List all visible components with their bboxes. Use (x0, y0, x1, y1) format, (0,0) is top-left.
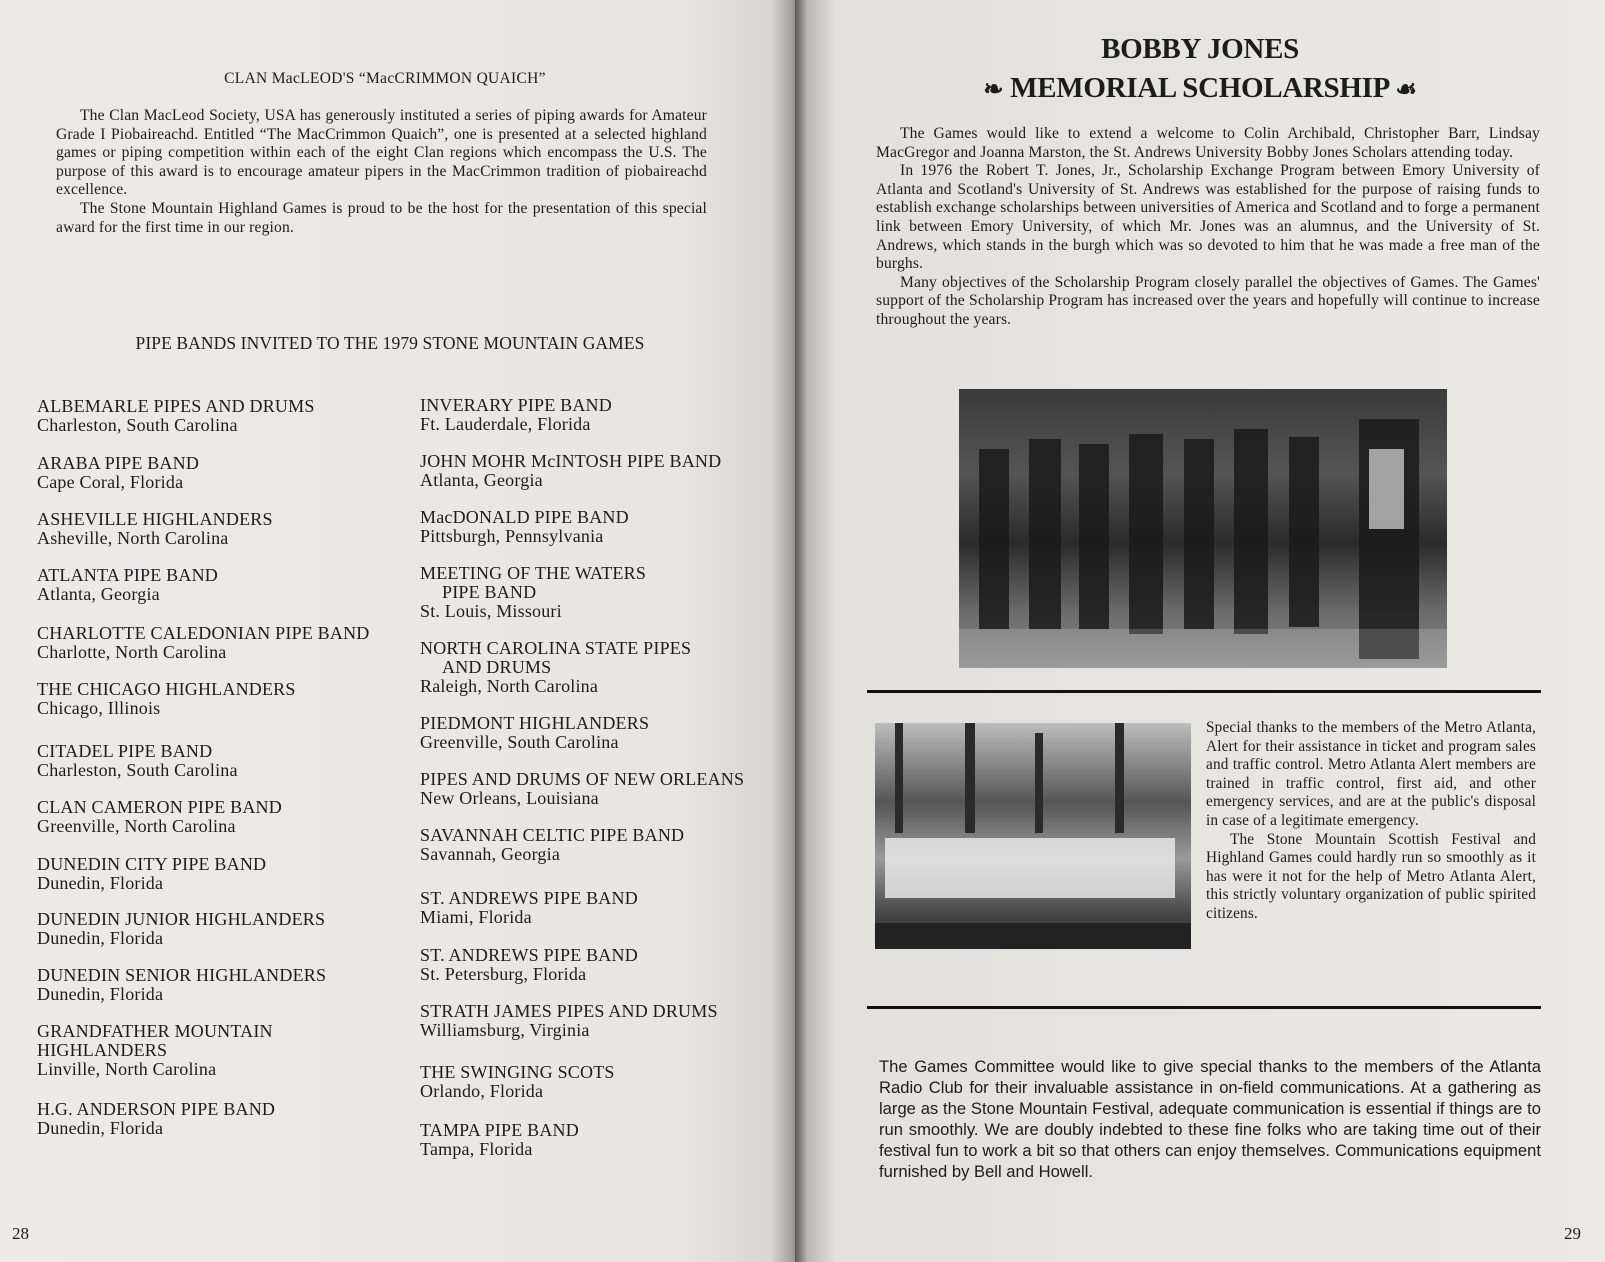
band-entry (37, 855, 266, 893)
band-name (420, 714, 649, 733)
band-name-line: AND DRUMS (442, 657, 552, 677)
band-name-line: DUNEDIN CITY PIPE BAND (37, 854, 267, 874)
band-name (420, 639, 691, 677)
band-entry (420, 1063, 615, 1101)
band-location: Orlando, Florida (420, 1081, 544, 1101)
band-location: Chicago, Illinois (37, 698, 161, 718)
paragraph: The Clan MacLeod Society, USA has generously instituted a series of piping awards for Amateur Grade I Piobaireachd. Entitled “The MacCrimmon Quaich”, one is presented at a selected highland games or piping competition within each of the eight Clan regions which encompass the U.S. The purpose of this award is to encourage amateur pipers in the MacCrimmon tradition of piobaireachd excellence. (56, 107, 707, 199)
title-text: MEMORIAL SCHOLARSHIP (1010, 72, 1389, 104)
band-name (420, 889, 638, 908)
scholarship-text (876, 125, 1540, 330)
band-location: Ft. Lauderdale, Florida (420, 414, 591, 434)
band-name (37, 624, 370, 643)
band-name-line: ST. ANDREWS PIPE BAND (420, 945, 638, 965)
marching-pipers-image (959, 389, 1447, 668)
band-name-line: HIGHLANDERS (37, 1040, 168, 1060)
paragraph: The Games would like to extend a welcome to Colin Archibald, Christopher Barr, Lindsay MacGregor and Joanna Marston, the St. Andrews University Bobby Jones Scholars attending today. (876, 125, 1540, 161)
band-name-line: CITADEL PIPE BAND (37, 741, 213, 761)
quaich-heading: CLAN MacLEOD'S “MacCRIMMON QUAICH” (224, 70, 546, 87)
band-name-line: INVERARY PIPE BAND (420, 395, 612, 415)
band-name-line: NORTH CAROLINA STATE PIPES (420, 638, 692, 658)
band-entry (37, 566, 218, 604)
band-location: Tampa, Florida (420, 1139, 533, 1159)
metro-atlanta-alert-photo (875, 723, 1191, 949)
thistle-ornament-icon: ❧ (983, 77, 1004, 103)
band-name (37, 680, 296, 699)
band-name (420, 1063, 615, 1082)
band-name-line: JOHN MOHR McINTOSH PIPE BAND (420, 451, 722, 471)
quaich-text (56, 107, 707, 237)
group-photo-image (875, 723, 1191, 949)
band-entry (37, 1100, 275, 1138)
band-name-line: H.G. ANDERSON PIPE BAND (37, 1099, 276, 1119)
band-name-line: DUNEDIN SENIOR HIGHLANDERS (37, 965, 327, 985)
band-entry (37, 742, 238, 780)
band-entry (37, 910, 325, 948)
left-page (0, 0, 795, 1262)
band-entry (420, 639, 691, 696)
paragraph: Many objectives of the Scholarship Program closely parallel the objectives of Games. The Games' support of the Scholarship Program has increased over the years and hopefully will continue to increase throughout the years. (876, 273, 1540, 328)
band-name-line: ARABA PIPE BAND (37, 453, 200, 473)
band-name-line: MacDONALD PIPE BAND (420, 507, 629, 527)
band-name (420, 396, 612, 415)
band-location: Linville, North Carolina (37, 1059, 217, 1079)
band-location: Cape Coral, Florida (37, 472, 184, 492)
band-entry (420, 1002, 718, 1040)
band-entry (420, 770, 744, 808)
band-name (37, 1100, 275, 1119)
band-location: Charleston, South Carolina (37, 760, 238, 780)
band-name (420, 946, 638, 965)
radio-club-text: The Games Committee would like to give special thanks to the members of the Atlanta Radio Club for their invaluable assistance in on-field communications. At a gathering as large as the Stone Mountain Festival, adequate communication is essential if things are to run smoothly. We are doubly indebted to these fine folks who are taking time out of their festival fun to work a bit so that others can enjoy themselves. Communications equipment furnished by Bell and Howell. (879, 1057, 1541, 1181)
paragraph: The Stone Mountain Highland Games is proud to be the host for the presentation of this special award for the first time in our region. (56, 199, 707, 236)
band-entry (37, 510, 273, 548)
band-location: Asheville, North Carolina (37, 528, 229, 548)
band-name (37, 910, 325, 929)
band-entry (420, 889, 638, 927)
band-name-line: GRANDFATHER MOUNTAIN (37, 1021, 273, 1041)
band-location: Dunedin, Florida (37, 1118, 164, 1138)
band-name (37, 510, 273, 529)
band-location: Dunedin, Florida (37, 984, 164, 1004)
band-location: New Orleans, Louisiana (420, 788, 599, 808)
band-location: St. Louis, Missouri (420, 601, 562, 621)
band-location: Dunedin, Florida (37, 928, 164, 948)
band-name-line: TAMPA PIPE BAND (420, 1120, 579, 1140)
band-name-line: CHARLOTTE CALEDONIAN PIPE BAND (37, 623, 370, 643)
band-entry (37, 624, 370, 662)
band-name (37, 454, 199, 473)
divider (867, 1006, 1541, 1009)
band-location: Charlotte, North Carolina (37, 642, 227, 662)
band-name-line: CLAN CAMERON PIPE BAND (37, 797, 282, 817)
band-name-line: THE SWINGING SCOTS (420, 1062, 615, 1082)
band-name-line: SAVANNAH CELTIC PIPE BAND (420, 825, 685, 845)
band-name (37, 798, 282, 817)
band-name-line: ASHEVILLE HIGHLANDERS (37, 509, 273, 529)
page-number: 28 (12, 1224, 29, 1243)
band-entry (420, 564, 646, 621)
band-name (420, 452, 721, 471)
page-title-line2 (875, 69, 1525, 110)
paragraph: Special thanks to the members of the Metro Atlanta, Alert for their assistance in ticket and program sales and traffic control. Metro Atlanta Alert members are trained in traffic control, first aid, and other emergency services, and are at the public's disposal in case of a legitimate emergency. (1206, 719, 1536, 829)
band-location: Charleston, South Carolina (37, 415, 238, 435)
band-entry (420, 1121, 579, 1159)
band-name-line: THE CHICAGO HIGHLANDERS (37, 679, 296, 699)
band-entry (37, 454, 199, 492)
band-entry (37, 397, 315, 435)
bands-heading: PIPE BANDS INVITED TO THE 1979 STONE MOUNTAIN GAMES (135, 333, 645, 353)
band-location: St. Petersburg, Florida (420, 964, 587, 984)
band-name-line: PIEDMONT HIGHLANDERS (420, 713, 650, 733)
page-number: 29 (1564, 1224, 1581, 1243)
band-name-line: DUNEDIN JUNIOR HIGHLANDERS (37, 909, 326, 929)
band-entry (37, 680, 296, 718)
band-name (420, 1121, 579, 1140)
band-location: Raleigh, North Carolina (420, 676, 599, 696)
band-location: Atlanta, Georgia (37, 584, 160, 604)
band-name (420, 564, 646, 602)
band-name (420, 826, 684, 845)
band-entry (37, 966, 326, 1004)
band-location: Miami, Florida (420, 907, 532, 927)
band-location: Savannah, Georgia (420, 844, 561, 864)
band-location: Atlanta, Georgia (420, 470, 543, 490)
band-name (37, 855, 266, 874)
band-name (37, 397, 315, 416)
band-entry (37, 798, 282, 836)
band-entry (420, 452, 721, 490)
page-title-line1: BOBBY JONES (1101, 33, 1299, 65)
band-location: Pittsburgh, Pennsylvania (420, 526, 604, 546)
band-name (420, 508, 629, 527)
band-location: Williamsburg, Virginia (420, 1020, 590, 1040)
band-name-line: MEETING OF THE WATERS (420, 563, 647, 583)
thistle-ornament-icon: ☙ (1395, 77, 1417, 103)
band-entry (420, 946, 638, 984)
right-page (795, 0, 1605, 1262)
band-name-line: STRATH JAMES PIPES AND DRUMS (420, 1001, 718, 1021)
band-entry (420, 826, 684, 864)
band-name (420, 770, 744, 789)
alert-text (1206, 719, 1536, 924)
pipe-band-photo (959, 389, 1447, 668)
band-name-line: PIPES AND DRUMS OF NEW ORLEANS (420, 769, 745, 789)
paragraph: The Stone Mountain Scottish Festival and Highland Games could hardly run so smoothly as it has were it not for the help of Metro Atlanta Alert, this strictly voluntary organization of public spirited citizens. (1206, 830, 1536, 922)
band-name-line: ALBEMARLE PIPES AND DRUMS (37, 396, 315, 416)
band-name-line: ATLANTA PIPE BAND (37, 565, 218, 585)
band-entry (420, 714, 649, 752)
band-name (37, 742, 238, 761)
band-name (37, 1022, 273, 1060)
band-name-line: ST. ANDREWS PIPE BAND (420, 888, 638, 908)
band-entry (420, 508, 629, 546)
band-entry (37, 1022, 273, 1079)
band-location: Dunedin, Florida (37, 873, 164, 893)
band-name (420, 1002, 718, 1021)
band-entry (420, 396, 612, 434)
band-location: Greenville, North Carolina (37, 816, 236, 836)
band-name-line: PIPE BAND (442, 582, 537, 602)
paragraph: In 1976 the Robert T. Jones, Jr., Scholarship Exchange Program between Emory University of Atlanta and Scotland's University of St. Andrews was established for the purpose of raising funds to establish exchange scholarships between universities of America and Scotland and to forge a permanent link between Emory University, of which Mr. Jones was an alumnus, and the University of St. Andrews, which stands in the burgh which was so devoted to him that he was made a free man of the burghs. (876, 162, 1540, 273)
band-name (37, 966, 326, 985)
band-location: Greenville, South Carolina (420, 732, 619, 752)
divider (867, 690, 1541, 693)
band-name (37, 566, 218, 585)
